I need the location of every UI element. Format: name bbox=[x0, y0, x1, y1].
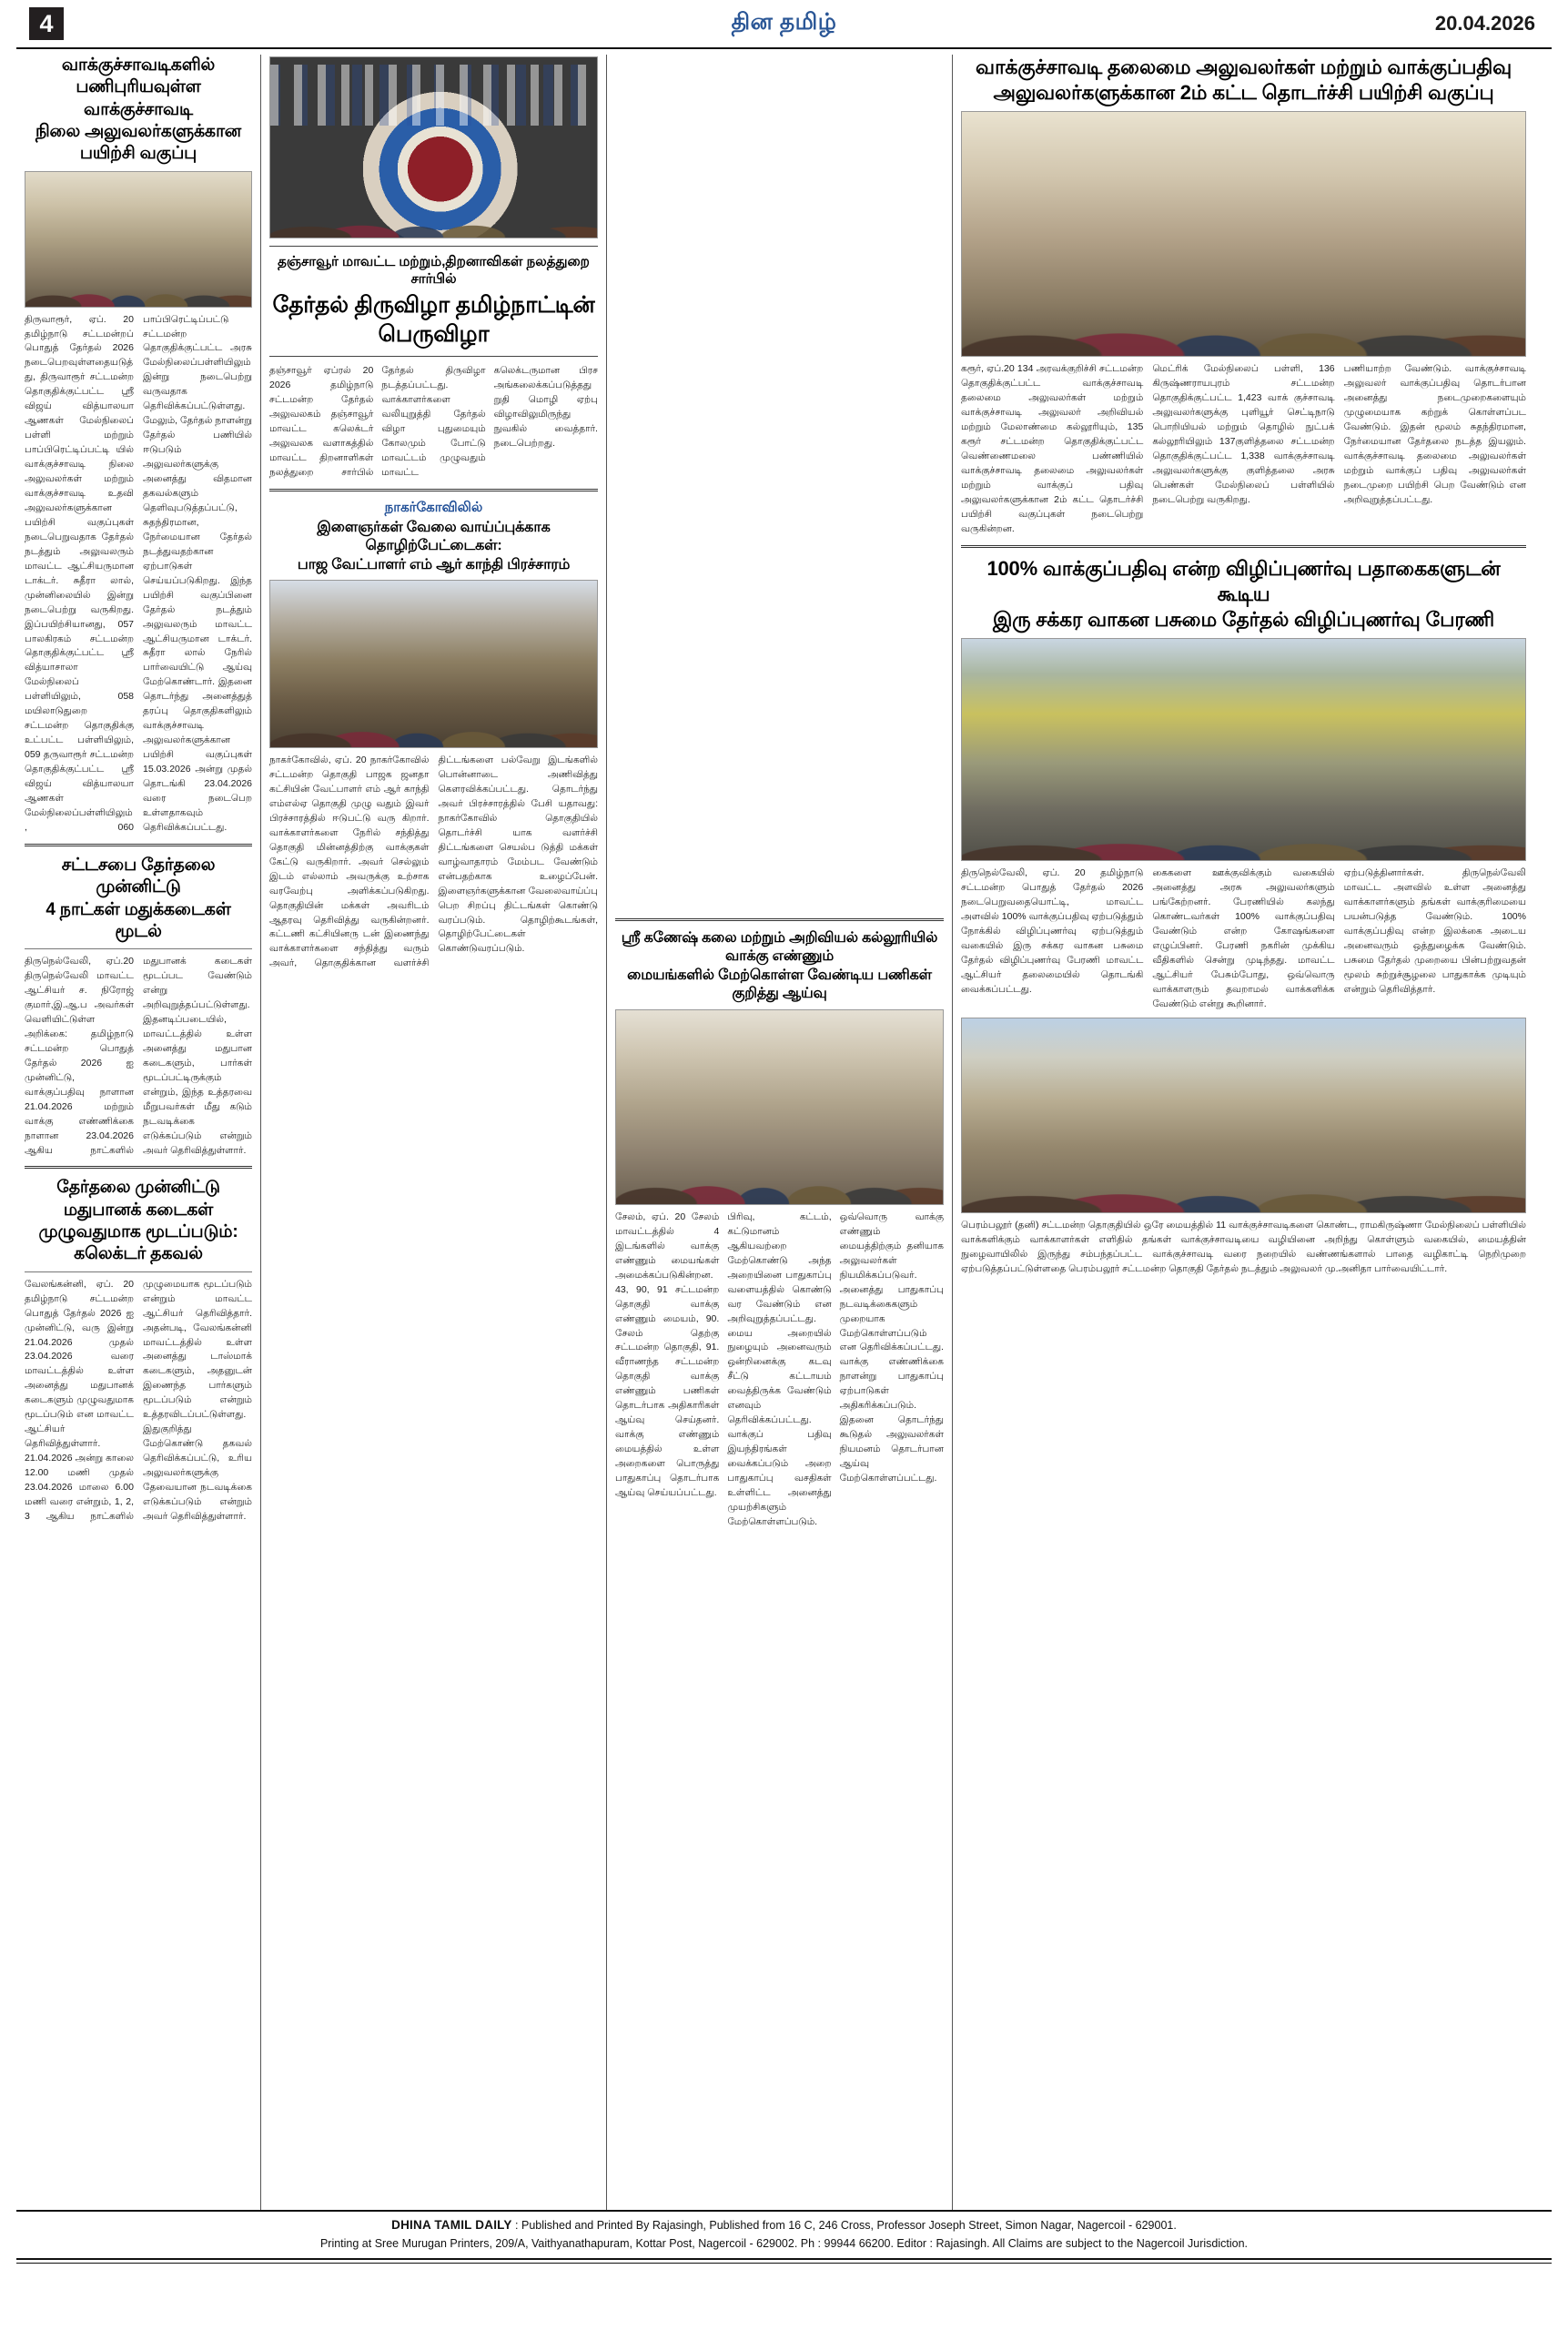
article-headline-line2: 4 நாட்கள் மதுக்கடைகள் மூடல் bbox=[46, 899, 231, 941]
article-body-col2: கைகளை ஊக்குவிக்கும் வகையில் அனைத்து அரசு அலுவலர்களும் பங்கேற்றனர். பேரணியில் கலந்து கொண்டவர்கள் 100% வாக்குப்பதிவு வேண்டும் என்ற கோஷங்களை எழுப்பினர். பேரணி நகரின் முக்கிய வீதிகளில் சென்று முடிந்தது. மாவட்ட ஆட்சியர் பேசும்போது, ஒவ்வொரு வாக்காளரும் தவறாமல் வாக்களிக்க வேண்டும் என்று கூறினார். bbox=[1152, 867, 1335, 1009]
divider bbox=[25, 1271, 252, 1272]
footer-line-2: Printing at Sree Murugan Printers, 209/A, Vaithyanathapuram, Kottar Post, Nagercoil - 629002. Ph : 99944 66200. Editor : Rajasingh. All Claims are subject to the Nagercoil Jurisdiction. bbox=[319, 2236, 1249, 2250]
divider bbox=[269, 356, 598, 357]
photo-figures bbox=[962, 215, 1525, 356]
article-body-columns bbox=[615, 1211, 944, 1530]
article-body-col1: திருநெல்வேலி, ஏப். 20 தமிழ்நாடு சட்டமன்ற பொதுத் தேர்தல் 2026 நடைபெறுவதையொட்டி, மாவட்ட அளவில் 100% வாக்குப்பதிவு ஏற்படுத்தும் நோக்கில் விழிப்புணர்வு ஏற்படுத்தும் வகையில் இரு சக்கர வாகன பசுமை தேர்தல் விழிப்புணர்வு பேரணி மாவட்ட ஆட்சியர் தலைமையில் தொடங்கி வைக்கப்பட்டது. bbox=[961, 867, 1144, 995]
article-body: திருவாரூர், ஏப். 20 தமிழ்நாடு சட்டமன்றப் பொதுத் தேர்தல் 2026 நடைபெறவுள்ளதையடுத்து, திருவாரூர் சட்டமன்ற தொகுதிக்குட்பட்ட ஸ்ரீ விஜய் வித்யாலயா ஆணகள் மேல்நிலைப் பள்ளி மற்றும் பாப்பிரெட்டிப்பட்டி யில் வாக்குச்சாவடி நிலை அலுவலர்கள் மற்றும் வாக்குச்சாவடி உதவி அலுவலர்களுக்கான பயிற்சி வகுப்புகள் நடைபெறுவதாக தேர்தல் நடத்தும் அலுவலரும் மாவட்ட ஆட்சியருமான டாக்டர். சுதீரா லால், முன்னிலையில் இன்று நடைபெற்று வருகிறது. இப்பயிற்சியானது, 057 பாலகிரகம் சட்டமன்ற தொகுதிக்குட்பட்ட ஸ்ரீ வித்யாசாலா மேல்நிலைப் பள்ளியிலும், 058 மயிலாடுதுறை சட்டமன்ற தொகுதிக்கு உட்பட்ட பள்ளியிலும், 059 தருவாரூர் சட்டமன்ற தொகுதிக்குட்பட்ட ஸ்ரீ விஜய் வித்யாலயா ஆணகள் மேல்நிலைப்பள்ளியிலும், 060 பாப்பிரெட்டிப்பட்டு சட்டமன்ற தொகுதிக்குட்பட்ட அரசு மேல்நிலைப்பள்ளியிலும் இன்று நடைபெற்று வருவதாக தெரிவிக்கப்பட்டுள்ளது. மேலும், தேர்தல் நாளன்று தேர்தல் பணியில் ஈடுபடும் அலுவலர்களுக்கு அனைத்து விதமான தகவல்களும் தெளிவுபடுத்தப்பட்டு, சுதந்திரமான, நேர்மையான தேர்தல் நடத்துவதற்கான ஏற்பாடுகள் செய்யப்படுகிறது. இந்த பயிற்சி வகுப்பினை தேர்தல் நடத்தும் அலுவலரும் மாவட்ட ஆட்சியருமான டாக்டர். சுதீரா லால் நேரில் பார்வையிட்டு ஆய்வு மேற்கொண்டார். இதனை தொடர்ந்து அனைத்துத் தரப்பு தொகுதிகளிலும் வாக்குச்சாவடி அலுவலர்களுக்கான பயிற்சி வகுப்புகள் 15.03.2026 அன்று முதல் தொடங்கி 23.04.2026 வரை நடைபெற உள்ளதாகவும் தெரிவிக்கப்பட்டது. bbox=[25, 313, 252, 833]
column-d bbox=[952, 55, 1534, 2210]
divider bbox=[25, 948, 252, 949]
article-booth-training bbox=[25, 55, 252, 836]
article-headline-line2: இரு சக்கர வாகன பசுமை தேர்தல் விழிப்புணர்வு பேரணி bbox=[992, 608, 1495, 632]
article-sub-kicker: நாகர்கோவிலில் bbox=[384, 499, 483, 515]
article-headline-line2: நிலை அலுவலர்களுக்கான பயிற்சி வகுப்பு bbox=[35, 121, 242, 164]
article-headline: தேர்தல் திருவிழா தமிழ்நாட்டின் பெருவிழா bbox=[272, 292, 595, 347]
page-number: 4 bbox=[29, 7, 64, 40]
article-body: தஞ்சாவூர் ஏப்ரல் 20 2026 தமிழ்நாடு சட்டமன்ற தேர்தல் அலுவலகம் தஞ்சாவூர் மாவட்ட கலெக்டர் அலுவலக வளாகத்தில் மாவட்ட திறனாளிகள் நலத்துறை சார்பில் தேர்தல் திருவிழா நடத்தப்பட்டது. வாக்காளர்களை வலியுறுத்தி தேர்தல் விழா புதுமையும் கோலமும் போட்டு மாவட்டம் முழுவதும் மாவட்ட கலெக்டருமான பிரச அங்கலைக்கப்படுத்ததுறுதி மொழி ஏற்பு விழாவிலுமிருந்து நுவகில் வைத்தார். நடைபெற்றது. bbox=[269, 365, 598, 478]
article-officers-training bbox=[961, 55, 1526, 537]
divider bbox=[269, 489, 598, 491]
article-body-col2: பிரிவு, கட்டம், கட்டுமானம் ஆகியவற்றை மேற்கொண்டு அந்த அறையினை பாதுகாப்பு வளையத்தில் கொண்டு வர வேண்டும் என அறிவுறுத்தப்பட்டது. மைய அறையில் நுழையும் அனைவரும் ஒன்றினைக்கு கடவு சீட்டு கட்டாயம் வைத்திருக்க வேண்டும் எனவும் தெரிவிக்கப்பட்டது. வாக்குப் பதிவு இயந்திரங்கள் வைக்கப்படும் அறை பாதுகாப்பு வசதிகள் உள்ளிட்ட அனைத்து முயற்சிகளும் மேற்கொள்ளப்படும். bbox=[727, 1211, 832, 1527]
page-footer bbox=[16, 2210, 1552, 2260]
photo-figures bbox=[962, 758, 1525, 860]
article-headline-line1: 100% வாக்குப்பதிவு என்ற விழிப்புணர்வு பதாகைகளுடன் கூடிய bbox=[986, 556, 1501, 605]
article-body: திருநெல்வேலி, ஏப்.20 திருநெல்வேலி மாவட்ட ஆட்சியர் ச. நிரோஜ் குமார்,இ.ஆ.ப அவர்கள் வெளியிட்டுள்ள அறிக்கை: தமிழ்நாடு சட்டமன்ற பொதுத் தேர்தல் 2026 ஐ முன்னிட்டு, வாக்குப்பதிவு நாளான 21.04.2026 மற்றும் வாக்கு எண்ணிக்கை நாளான 23.04.2026 ஆகிய நாட்களில் மதுபானக் கடைகள் மூடப்பட வேண்டும் என்று அறிவுறுத்தப்பட்டுள்ளது. இதனடிப்படையில், மாவட்டத்தில் உள்ள அனைத்து மதுபான கடைகளும், பார்கள் மூடப்பட்டிருக்கும் என்றும், இந்த உத்தரவை மீறுபவர்கள் மீது கடும் நடவடிக்கை எடுக்கப்படும் என்றும் அவர் தெரிவித்துள்ளார். bbox=[25, 956, 252, 1156]
article-body-col1: கரூர், ஏப்.20 134 அரவக்குறிச்சி சட்டமன்ற தொகுதிக்குட்பட்ட வாக்குச்சாவடி தலைமை அலுவலர்கள் மற்றும் வாக்குச்சாவடி அலுவலர் அறிவியல் மற்றும் மேலாண்மை கல்லூரியும், 135 கரூர் சட்டமன்ற தொகுதிக்குட்பட்ட வெண்ணைமலை பண்ணியில் வாக்குச்சாவடி தலைமை அலுவலர்கள் மற்றும் வாக்குப் பதிவு அலுவலர்களுக்கான 2ம் கட்ட தொடர்ச்சி பயிற்சி வகுப்புகள் நடைபெற்று வருகின்றன. bbox=[961, 363, 1144, 534]
page-grid bbox=[16, 55, 1552, 2210]
footer-line-1 bbox=[16, 2216, 1552, 2235]
article-headline-line1: வாக்குச்சாவடிகளில் பணிபுரியவுள்ள வாக்குச்சாவடி bbox=[61, 56, 216, 119]
article-liquor-shops-closed bbox=[25, 1177, 252, 1524]
footer-paper-title: DHINA TAMIL DAILY bbox=[391, 2218, 512, 2232]
article-body: வேலங்கன்னி, ஏப். 20 தமிழ்நாடு சட்டமன்ற பொதுத் தேர்தல் 2026 ஐ முன்னிட்டு, வரு இன்று 21.04.2026 முதல் 23.04.2026 வரை மாவட்டத்தில் உள்ள அனைத்து மதுபானக் கடைகளும் முழுவதுமாக மூடப்படும் என மாவட்ட ஆட்சியர் தெரிவித்துள்ளார். 21.04.2026 அன்று காலை 12.00 மணி முதல் 23.04.2026 மாலை 6.00 மணி வரை என்றும், 1, 2, 3 ஆகிய நாட்களில் முழுமையாக மூடப்படும் என்றும் மாவட்ட ஆட்சியர் தெரிவித்தார். அதன்படி, வேலங்கன்னி மாவட்டத்தில் உள்ள அனைத்து டாஸ்மாக் கடைகளும், அதனுடன் இணைந்த பார்களும் மூடப்படும் என்றும் உத்தரவிடப்பட்டுள்ளது. இதுகுறித்து மேற்கொண்டு தகவல் தெரிவிக்கப்பட்டு, உரிய அலுவலர்களுக்கு தேவையான நடவடிக்கை எடுக்கப்படும் என்றும் அவர் தெரிவித்துள்ளார். bbox=[25, 1278, 252, 1522]
article-sub-headline-line2: பாஜ வேட்பாளர் எம் ஆர் காந்தி பிரச்சாரம் bbox=[297, 556, 571, 572]
article-body-col2: மெட்ரிக் மேல்நிலைப் பள்ளி, 136 கிருஷ்ணராயபுரம் சட்டமன்ற தொகுதிக்குட்பட்ட 1,423 வாக் குச்சாவடி அலுவலர்களுக்கு புளியூர் செட்டிநாடு பொறியியல் மற்றும் தொழில் நுட்பக் கல்லூரியிலும் 137குளித்தலை சட்டமன்ற தொகுதிக்குட்பட்ட 1,338 வாக்குச்சாவடி அலுவலர்களுக்கு குளித்தலை அரசு பெண்கள் மேல்நிலைப் பள்ளியில் நடைபெற்று வருகிறது. bbox=[1152, 363, 1335, 505]
article-body-columns bbox=[961, 866, 1526, 1012]
article-headline-line1: வாக்குச்சாவடி தலைமை அலுவலர்கள் மற்றும் வாக்குப்பதிவு bbox=[976, 56, 1512, 78]
vote-counting-centre-inspection-photo bbox=[615, 1009, 944, 1205]
column-b bbox=[260, 55, 606, 2210]
article-kicker-line1: ஸ்ரீ கணேஷ் கலை மற்றும் அறிவியல் கல்லூரியில் வாக்கு எண்ணும் bbox=[621, 930, 938, 965]
article-liquor-shops-4days bbox=[25, 855, 252, 1159]
article-awareness-rally bbox=[961, 556, 1526, 1012]
issue-date: 20.04.2026 bbox=[1434, 12, 1535, 35]
photo-flags bbox=[270, 65, 597, 126]
polling-booth-training-photo bbox=[25, 171, 252, 308]
article-bjp-campaign bbox=[269, 500, 598, 972]
polling-station-visit-photo bbox=[961, 1018, 1526, 1213]
article-headline-line2: முழுவதுமாக மூடப்படும்: கலெக்டர் தகவல் bbox=[38, 1222, 238, 1264]
paper-name: தின தமிழ் bbox=[731, 9, 837, 35]
photo-figures bbox=[270, 651, 597, 747]
divider bbox=[25, 1166, 252, 1169]
photo-figures bbox=[270, 162, 597, 238]
article-body-col3: ஏற்படுத்தினார்கள். திருநெல்வேலி மாவட்ட அளவில் உள்ள அனைத்து வாக்காளர்களும் தங்கள் வாக்குரிமையை பயன்படுத்த வேண்டும். 100% வாக்குப்பதிவு என்ற இலக்கை அடைய அனைவரும் ஒத்துழைக்க வேண்டும். பசுமை தேர்தல் முறையை பின்பற்றுவதன் மூலம் சுற்றுச்சூழலை பாதுகாக்க முடியும் என்றும் தெரிவித்தார். bbox=[1343, 867, 1526, 995]
article-sub-headline-line1: இளைஞர்கள் வேலை வாய்ப்புக்காக தொழிற்பேட்டைகள்: bbox=[317, 519, 551, 554]
divider bbox=[961, 545, 1526, 548]
photo-caption: பெரம்பலூர் (தனி) சட்டமன்ற தொகுதியில் ஒரே மையத்தில் 11 வாக்குச்சாவடிகளை கொண்ட, ராமகிருஷ்ணா மேல்நிலைப் பள்ளியில் வாக்களிக்கும் வாக்காளர்கள் எளிதில் தங்கள் வாக்குச்சாவடியை வழியினை அறிந்து கொள்ளும் வகையில், மையத்தின் நுழைவாயிலில் இருந்து சம்பந்தப்பட்ட வாக்குச்சாவடி வரை நறையில் வண்ணங்களால் பாதை வழிகாட்டி நெறிமுறை ஏற்படுத்தப்பட்டுள்ளதை பெரம்பலூர் சட்டமன்ற தொகுதி தேர்தல் நடத்தும் அலுவலர் மு.அனிதா பார்வையிட்டார். bbox=[961, 1219, 1526, 1274]
two-wheeler-awareness-rally-photo bbox=[961, 638, 1526, 861]
article-body-col3: ஒவ்வொரு வாக்கு எண்ணும் மையத்திற்கும் தனியாக அலுவலர்கள் நியமிக்கப்படுவர். அனைத்து பாதுகாப்பு நடவடிக்கைகளும் முறையாக மேற்கொள்ளப்படும் என தெரிவிக்கப்பட்டது. வாக்கு எண்ணிக்கை நாளன்று பாதுகாப்பு ஏற்பாடுகள் அதிகரிக்கப்படும். இதனை தொடர்ந்து கூடுதல் அலுவலர்கள் நியமனம் தொடர்பான ஆய்வு மேற்கொள்ளப்பட்டது. bbox=[839, 1211, 944, 1484]
divider bbox=[25, 844, 252, 846]
footer-outer-rule bbox=[16, 2263, 1552, 2264]
article-kicker: தஞ்சாவூர் மாவட்ட மற்றும்,திறனாவிகள் நலத்துறை சார்பில் bbox=[278, 254, 590, 287]
officers-training-class-photo bbox=[961, 111, 1526, 357]
article-headline-line1: சட்டசபை தேர்தலை முன்னிட்டு bbox=[61, 855, 216, 897]
photo-figures bbox=[962, 1099, 1525, 1212]
divider bbox=[269, 246, 598, 247]
election-campaign-rally-photo bbox=[269, 580, 598, 748]
article-sub-body: நாகர்கோவில், ஏப். 20 நாகர்கோவில் சட்டமன்ற தொகுதி பாஜக ஜனதா கட்சியின் வேட்பாளர் எம் ஆர் காந்தி எம்எல்ஏ தொகுதி முழு வதும் இவர் பிரச்சாரத்தில் ஈடுபட்டு வரு கிறார். வாக்காளர்களை நேரில் சந்தித்து தொகுதி மின்னத்திற்கு வாக்குகள் கேட்டு வருகிறார். அவர் செல்லும் இடம் எல்லாம் அவருக்கு உற்சாக வரவேற்பு அளிக்கப்படுகிறது. தொகுதியின் மக்கள் அவரிடம் ஆதரவு தெரிவித்து வருகின்றனர். கட்டணி கட்சியினரு டன் இணைந்து வாக்காளர்களை சந்தித்து வரும் அவர், தொகுதிக்கான வளர்ச்சி திட்டங்களை பல்வேறு இடங்களில் பொன்னாடை அணிவித்து கௌரவிக்கப்பட்டது. தொடர்ந்து அவர் பிரச்சாரத்தில் பேசி யதாவது: நாகர்கோவில் தொகுதியில் தொடர்ச்சி யாக வளர்ச்சி திட்டங்களை செயல்ப டுத்தி மக்கள் வாழ்வாதாரம் மேம்பட வேண்டும் என்பதற்காக உழைப்பேன். இளைஞர்களுக்கான வேலைவாய்ப்பு பெற சிறப்பு திட்டங்கள் கொண்டு வரப்படும். தொழிற்கூடங்கள், தொழிற்பேட்டைகள் கொண்டுவரப்படும். bbox=[269, 755, 598, 969]
article-kicker-line2: மையங்களில் மேற்கொள்ள வேண்டிய பணிகள் குறித்து ஆய்வு bbox=[627, 967, 932, 1002]
article-body-col3: பணியாற்ற வேண்டும். வாக்குச்சாவடி அலுவலர் வாக்குப்பதிவு தொடர்பான அனைத்து நடைமுறைகளையும் முழுமையாக கற்றுக் கொள்ளப்பட வேண்டும். இதன் மூலம் சுதந்திரமான, நேர்மையான தேர்தலை நடத்த இயலும். வாக்குச்சாவடி தலைமை அலுவலர்கள் மற்றும் வாக்குப் பதிவு அலுவலர்கள் நடைமுறை பயிற்சி பெற வேண்டும் என அறிவுறுத்தப்பட்டது. bbox=[1343, 363, 1526, 505]
masthead-rule bbox=[16, 47, 1552, 49]
rangoli-kolam-celebration-photo bbox=[269, 56, 598, 238]
photo-figures bbox=[616, 1091, 943, 1204]
masthead bbox=[16, 0, 1552, 47]
photo-figures bbox=[25, 228, 251, 307]
article-body-col1: சேலம், ஏப். 20 சேலம் மாவட்டத்தில் 4 இடங்களில் வாக்கு எண்ணும் மையங்கள் அமைக்கப்படுகின்றன. 43, 90, 91 சட்டமன்ற தொகுதி வாக்கு எண்ணும் மையம், 90. சேலம் தெற்கு சட்டமன்ற தொகுதி, 91. வீராணந்த சட்டமன்ற தொகுதி வாக்கு எண்ணும் பணிகள் தொடர்பாக அதிகாரிகள் ஆய்வு செய்தனர். வாக்கு எண்ணும் மையத்தில் உள்ள அறைகளை பொருத்து பாதுகாப்பு தொடர்பாக ஆய்வு செய்யப்பட்டது. bbox=[615, 1211, 720, 1498]
footer-imprint-1: : Published and Printed By Rajasingh, Published from 16 C, 246 Cross, Professor Joseph Street, Simon Nagar, Nagercoil - 629001. bbox=[515, 2219, 1177, 2232]
column-c bbox=[606, 55, 952, 2210]
article-body-columns bbox=[961, 362, 1526, 536]
divider bbox=[615, 918, 944, 921]
column-c-top-spacer bbox=[615, 55, 944, 910]
article-headline-line2: அலுவலர்களுக்கான 2ம் கட்ட தொடர்ச்சி பயிற்சி வகுப்பு bbox=[993, 81, 1494, 105]
article-headline-line1: தேர்தலை முன்னிட்டு மதுபானக் கடைகள் bbox=[56, 1178, 220, 1220]
column-a bbox=[16, 55, 260, 2210]
